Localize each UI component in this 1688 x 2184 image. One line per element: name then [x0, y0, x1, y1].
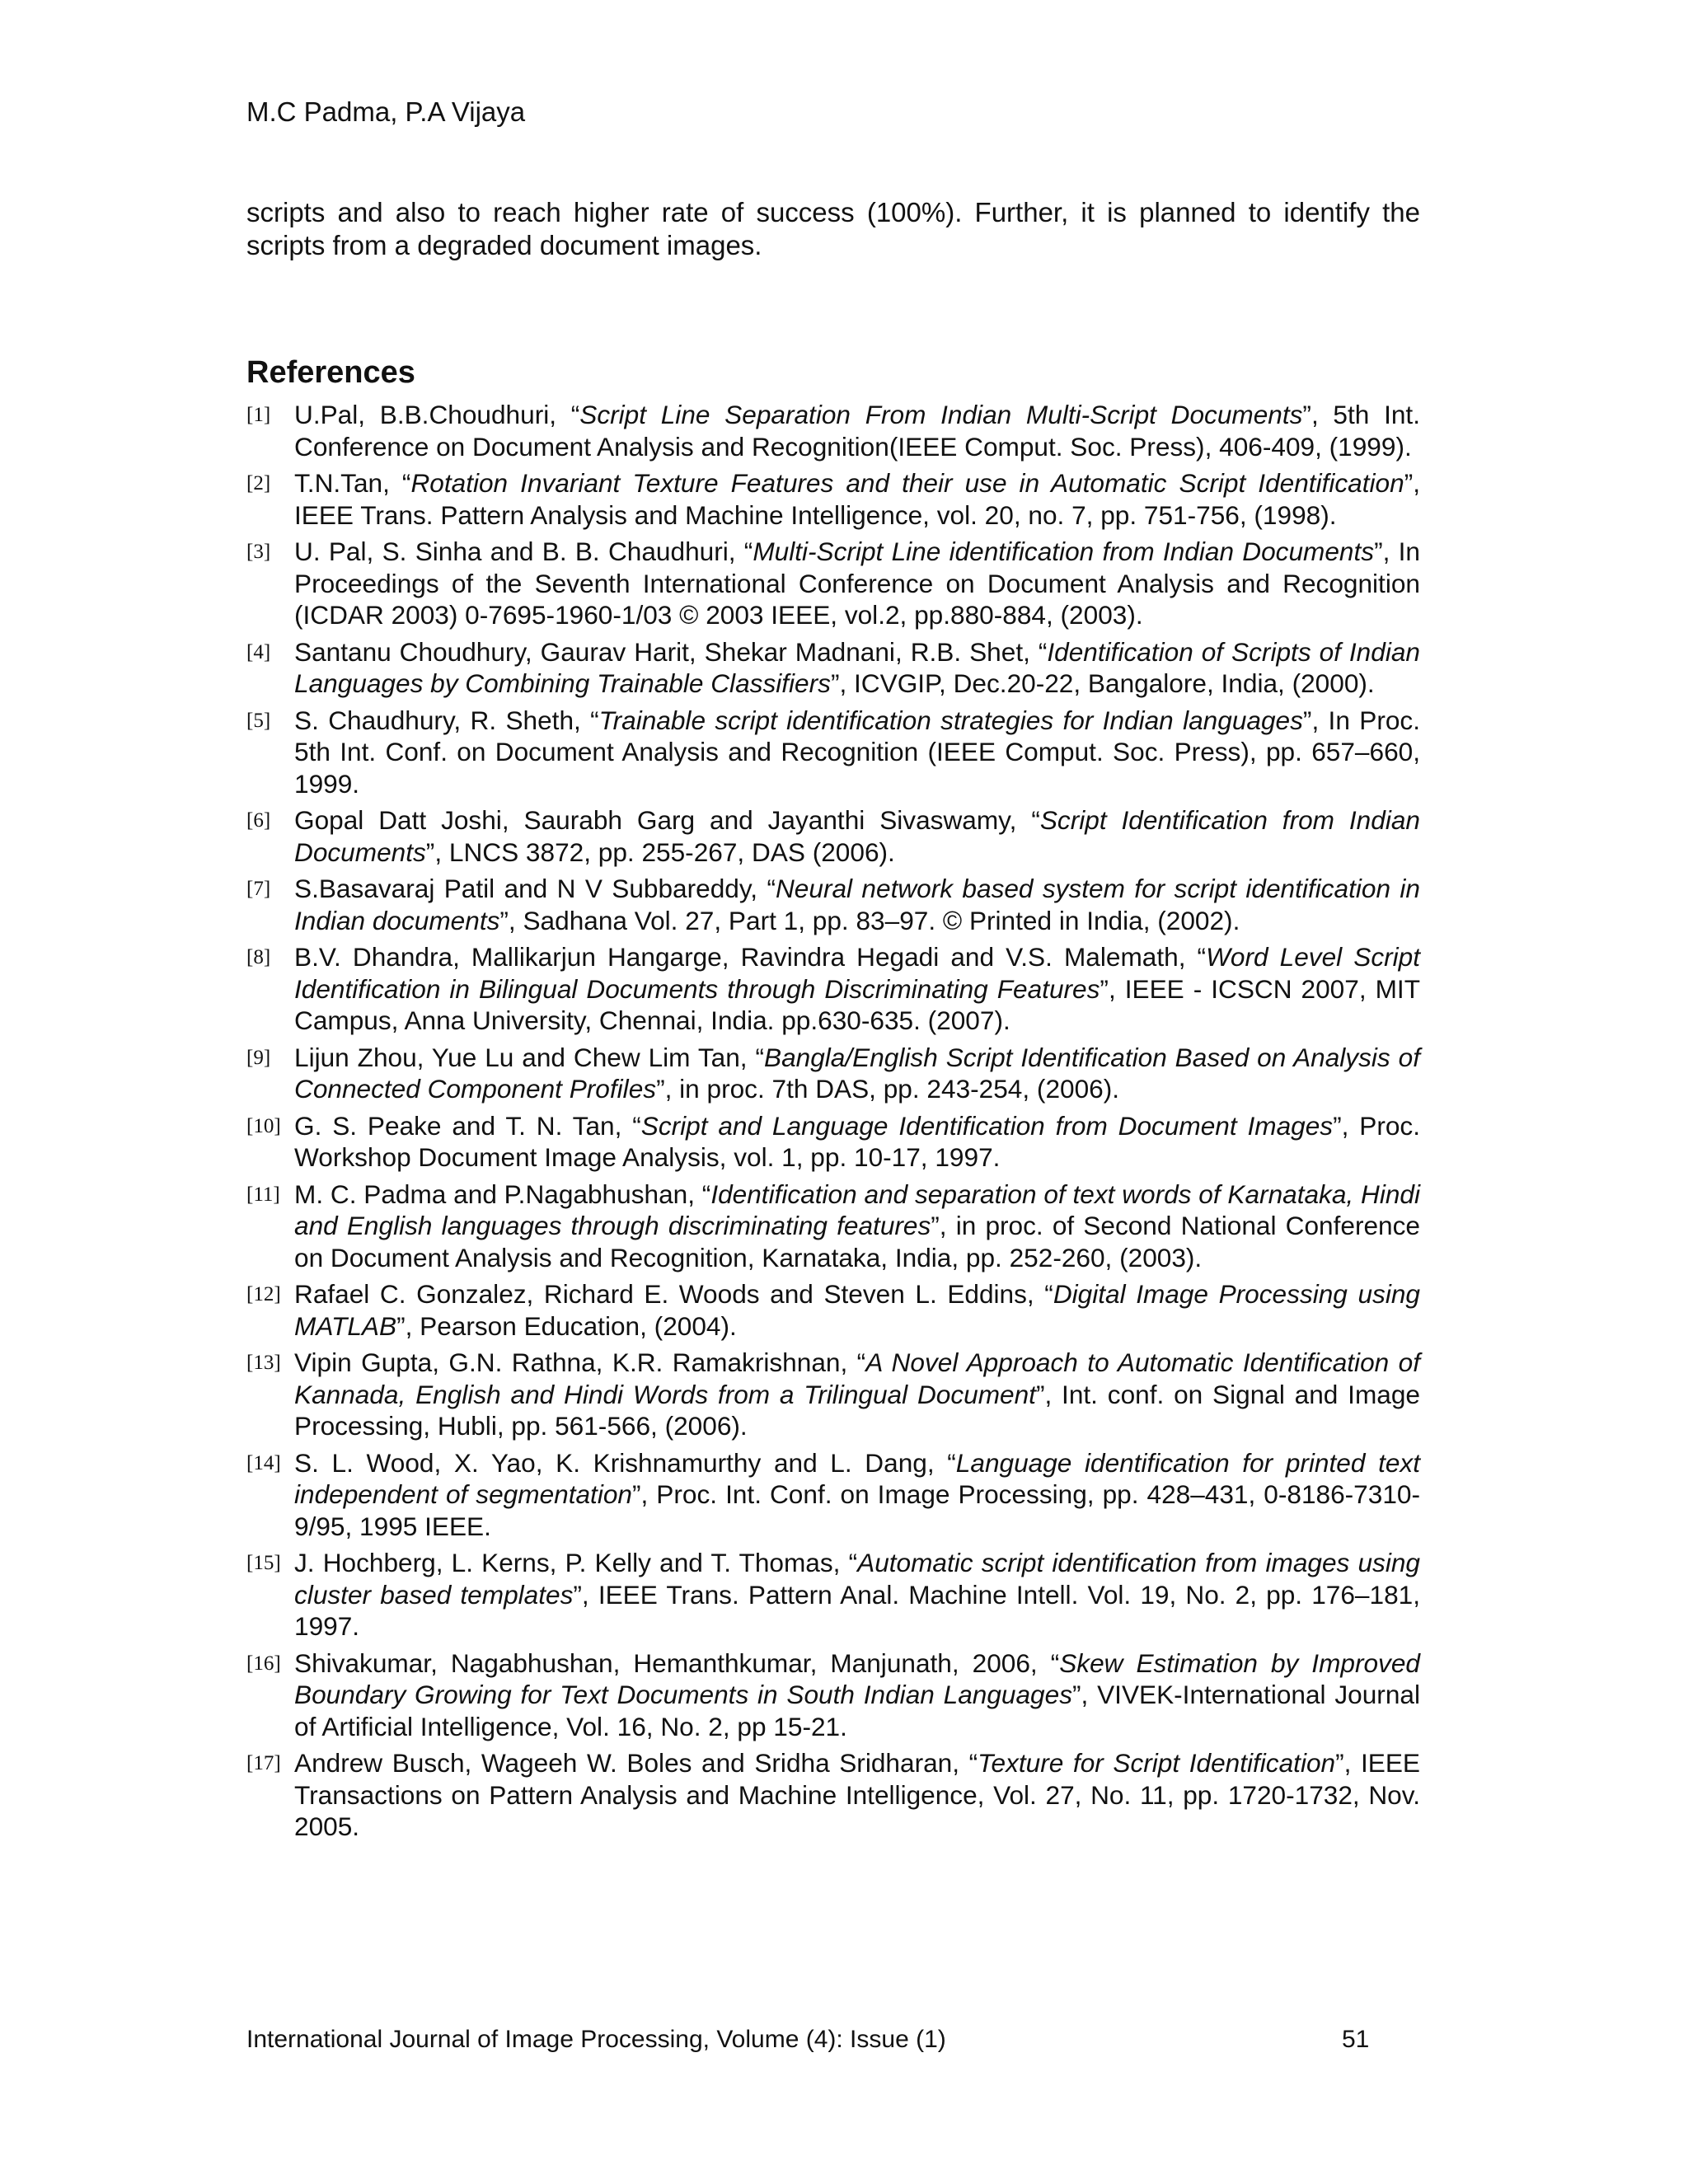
reference-number: [1]	[246, 404, 271, 426]
reference-title: Rotation Invariant Texture Features and their use in Automatic Script Identification	[410, 468, 1404, 498]
reference-details: ”, IEEE Trans. Pattern Analysis and Machine Intelligence, vol. 20, no. 7, pp. 751-756, (1998).	[294, 468, 1421, 530]
reference-text	[294, 1647, 1420, 1743]
reference-number: [13]	[246, 1352, 281, 1374]
reference-text	[294, 1747, 1420, 1843]
footer-journal-name: International Journal of Image Processing, Volume (4): Issue (1)	[246, 2026, 946, 2053]
reference-details: ”, Int. conf. on Signal and Image Processing, Hubli, pp. 561-566, (2006).	[294, 1379, 1420, 1441]
reference-item	[246, 1042, 1420, 1105]
reference-text	[294, 1547, 1420, 1643]
reference-number: [10]	[246, 1114, 281, 1137]
reference-title: Identification of Scripts of Indian Languages by Combining Trainable Classifiers	[294, 636, 1420, 698]
reference-details: ”, ICVGIP, Dec.20-22, Bangalore, India, (2000).	[830, 668, 1375, 698]
footer-page-number: 51	[1342, 2026, 1370, 2053]
reference-authors: T.N.Tan, “	[294, 468, 411, 498]
reference-text	[294, 1042, 1420, 1105]
reference-number: [2]	[246, 472, 271, 494]
reference-text	[294, 1447, 1420, 1543]
reference-title: Neural network based system for script identification in Indian documents	[294, 874, 1420, 935]
reference-details: ”, IEEE Transactions on Pattern Analysis and Machine Intelligence, Vol. 27, No. 11, pp. 1720-1732, Nov. 2005.	[294, 1748, 1420, 1841]
reference-number: [7]	[246, 878, 271, 900]
reference-item	[246, 536, 1420, 631]
reference-authors: Vipin Gupta, G.N. Rathna, K.R. Ramakrishnan, “	[294, 1347, 866, 1377]
references-list	[246, 399, 1420, 1848]
reference-item	[246, 636, 1420, 700]
reference-number: [11]	[246, 1183, 280, 1206]
reference-details: ”, IEEE - ICSCN 2007, MIT Campus, Anna University, Chennai, India. pp.630-635. (2007).	[294, 973, 1420, 1035]
reference-item	[246, 1179, 1420, 1274]
reference-text	[294, 467, 1420, 531]
reference-item	[246, 1278, 1420, 1342]
reference-item	[246, 399, 1420, 462]
reference-title: Texture for Script Identification	[978, 1748, 1336, 1778]
reference-authors: S. L. Wood, X. Yao, K. Krishnamurthy and L. Dang, “	[294, 1447, 956, 1478]
reference-details: ”, In Proceedings of the Seventh International Conference on Document Analysis and Recognition (ICDAR 2003) 0-7695-1960-1/03 © 2003 IEEE, vol.2, pp.880-884, (2003).	[294, 537, 1420, 630]
reference-item	[246, 1110, 1420, 1174]
reference-number: [6]	[246, 809, 271, 832]
reference-details: ”, IEEE Trans. Pattern Anal. Machine Intell. Vol. 19, No. 2, pp. 176–181, 1997.	[294, 1579, 1420, 1641]
reference-item	[246, 1647, 1420, 1743]
reference-number: [3]	[246, 541, 271, 563]
reference-text	[294, 705, 1420, 800]
running-header-authors: M.C Padma, P.A Vijaya	[246, 96, 526, 127]
reference-details: ”, Proc. Workshop Document Image Analysis, vol. 1, pp. 10-17, 1997.	[294, 1110, 1420, 1172]
reference-number: [8]	[246, 946, 271, 968]
reference-item	[246, 1747, 1420, 1843]
reference-title: Language identification for printed text independent of segmentation	[294, 1447, 1420, 1509]
reference-authors: S.Basavaraj Patil and N V Subbareddy, “	[294, 874, 776, 903]
reference-number: [14]	[246, 1451, 281, 1474]
reference-details: ”, Proc. Int. Conf. on Image Processing, pp. 428–431, 0-8186-7310-9/95, 1995 IEEE.	[294, 1479, 1420, 1541]
reference-title: A Novel Approach to Automatic Identification of Kannada, English and Hindi Words from a Trilingual Document	[294, 1347, 1420, 1409]
reference-text	[294, 636, 1420, 700]
reference-number: [5]	[246, 709, 271, 732]
reference-title: Trainable script identification strategies for Indian languages	[598, 705, 1303, 735]
reference-details: ”, LNCS 3872, pp. 255-267, DAS (2006).	[425, 837, 895, 867]
reference-authors: U. Pal, S. Sinha and B. B. Chaudhuri, “	[294, 537, 753, 566]
reference-details: ”, 5th Int. Conference on Document Analysis and Recognition(IEEE Comput. Soc. Press), 406-409, (1999).	[294, 400, 1420, 462]
reference-title: Identification and separation of text words of Karnataka, Hindi and English languages through discriminating features	[294, 1179, 1420, 1240]
reference-title: Automatic script identification from images using cluster based templates	[294, 1548, 1420, 1610]
reference-authors: Lijun Zhou, Yue Lu and Chew Lim Tan, “	[294, 1042, 764, 1072]
reference-text	[294, 1179, 1420, 1274]
reference-authors: M. C. Padma and P.Nagabhushan, “	[294, 1179, 711, 1209]
reference-details: ”, In Proc. 5th Int. Conf. on Document Analysis and Recognition (IEEE Comput. Soc. Press), pp. 657–660, 1999.	[294, 705, 1420, 799]
reference-text	[294, 873, 1420, 936]
references-heading: References	[246, 355, 415, 390]
reference-item	[246, 1447, 1420, 1543]
reference-text	[294, 399, 1420, 462]
reference-item	[246, 705, 1420, 800]
reference-number: [4]	[246, 640, 271, 663]
reference-authors: B.V. Dhandra, Mallikarjun Hangarge, Ravindra Hegadi and V.S. Malemath, “	[294, 942, 1207, 972]
reference-number: [15]	[246, 1552, 281, 1574]
reference-authors: U.Pal, B.B.Choudhuri, “	[294, 400, 580, 429]
reference-number: [9]	[246, 1046, 271, 1069]
intro-paragraph: scripts and also to reach higher rate of success (100%). Further, it is planned to identify the scripts from a degraded document images.	[246, 197, 1420, 260]
reference-item	[246, 804, 1420, 868]
reference-title: Script and Language Identification from Document Images	[640, 1110, 1334, 1141]
reference-item	[246, 941, 1420, 1037]
reference-authors: J. Hochberg, L. Kerns, P. Kelly and T. Thomas, “	[294, 1548, 858, 1577]
reference-text	[294, 804, 1420, 868]
reference-details: ”, Pearson Education, (2004).	[396, 1310, 737, 1341]
reference-title: Bangla/English Script Identification Based on Analysis of Connected Component Profiles	[294, 1042, 1420, 1104]
reference-title: Word Level Script Identification in Bilingual Documents through Discriminating Features	[294, 942, 1420, 1004]
reference-authors: Gopal Datt Joshi, Saurabh Garg and Jayanthi Sivaswamy, “	[294, 805, 1040, 835]
reference-number: [17]	[246, 1752, 281, 1774]
reference-item	[246, 1547, 1420, 1643]
reference-title: Digital Image Processing using MATLAB	[294, 1279, 1420, 1341]
reference-number: [12]	[246, 1283, 281, 1305]
reference-details: ”, in proc. of Second National Conference on Document Analysis and Recognition, Karnataka, India, pp. 252-260, (2003).	[294, 1211, 1420, 1272]
reference-title: Skew Estimation by Improved Boundary Growing for Text Documents in South Indian Languages	[294, 1647, 1420, 1709]
reference-text	[294, 941, 1420, 1037]
reference-text	[294, 1278, 1420, 1342]
reference-item	[246, 1347, 1420, 1442]
reference-authors: Rafael C. Gonzalez, Richard E. Woods and Steven L. Eddins, “	[294, 1279, 1053, 1309]
reference-title: Script Line Separation From Indian Multi-Script Documents	[579, 400, 1303, 429]
reference-text	[294, 1110, 1420, 1174]
reference-authors: Shivakumar, Nagabhushan, Hemanthkumar, Manjunath, 2006, “	[294, 1647, 1060, 1678]
reference-authors: G. S. Peake and T. N. Tan, “	[294, 1110, 641, 1141]
reference-authors: Andrew Busch, Wageeh W. Boles and Sridha Sridharan, “	[294, 1748, 978, 1778]
reference-number: [16]	[246, 1652, 281, 1675]
reference-authors: S. Chaudhury, R. Sheth, “	[294, 705, 599, 735]
reference-authors: Santanu Choudhury, Gaurav Harit, Shekar Madnani, R.B. Shet, “	[294, 636, 1048, 667]
reference-text	[294, 536, 1420, 631]
reference-text	[294, 1347, 1420, 1442]
reference-details: ”, in proc. 7th DAS, pp. 243-254, (2006).	[656, 1074, 1120, 1104]
reference-title: Script Identification from Indian Documents	[294, 805, 1420, 867]
reference-details: ”, Sadhana Vol. 27, Part 1, pp. 83–97. © Printed in India, (2002).	[499, 905, 1240, 935]
reference-title: Multi-Script Line identification from Indian Documents	[753, 537, 1375, 566]
reference-details: ”, VIVEK-International Journal of Artificial Intelligence, Vol. 16, No. 2, pp 15-21.	[294, 1680, 1420, 1741]
reference-item	[246, 467, 1420, 531]
reference-item	[246, 873, 1420, 936]
